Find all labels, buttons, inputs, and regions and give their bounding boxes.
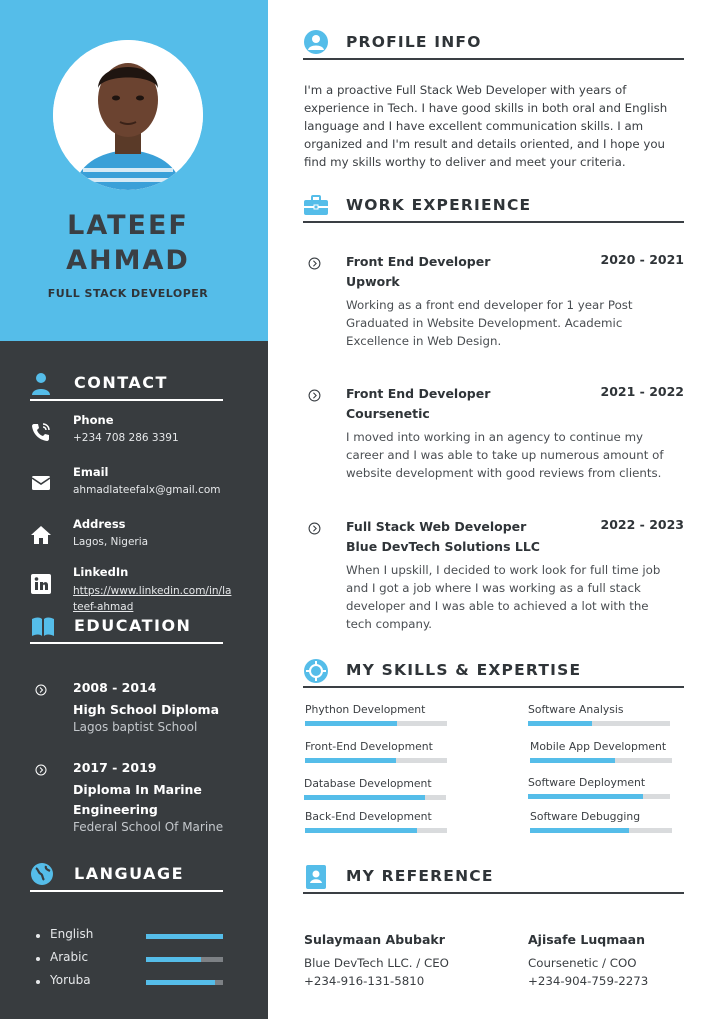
work-title: Front End Developer (346, 386, 491, 401)
linkedin-link[interactable]: https://www.linkedin.com/in/lateef-ahmad (73, 585, 232, 613)
circle-arrow-icon (35, 684, 47, 696)
reference-heading (303, 864, 684, 894)
education-heading-text: EDUCATION (74, 616, 192, 635)
skill-name: Database Development (304, 777, 432, 790)
skill-level-fill (304, 795, 425, 800)
first-name: LATEEF (67, 210, 189, 241)
user-icon (30, 371, 56, 397)
skill-level-fill (305, 758, 396, 763)
skill-level-bar (528, 794, 670, 799)
skill-item (528, 776, 673, 806)
skill-level-bar (305, 828, 447, 833)
skill-name: Software Debugging (530, 810, 641, 823)
skill-item (528, 703, 673, 733)
skills-heading-text: MY SKILLS & EXPERTISE (346, 661, 582, 679)
home-icon (30, 524, 52, 546)
reference-company: Coursenetic / COO (528, 956, 637, 970)
language-level-bar (146, 934, 223, 939)
reference-phone[interactable]: +234-904-759-2273 (528, 974, 649, 988)
education-degree: High School Diploma (73, 702, 220, 717)
contact-heading-text: CONTACT (74, 373, 168, 392)
skill-level-fill (530, 828, 629, 833)
contact-book-icon (303, 864, 329, 890)
work-heading (303, 193, 684, 223)
language-level-fill (146, 934, 223, 939)
job-role: FULL STACK DEVELOPER (47, 287, 209, 300)
language-name: English (50, 927, 94, 941)
circle-arrow-icon (308, 522, 321, 535)
circle-arrow-icon (35, 764, 47, 776)
circle-arrow-icon (308, 257, 321, 270)
last-name: AHMAD (66, 245, 190, 276)
contact-phone-label: Phone (73, 413, 114, 427)
skill-name: Phython Development (305, 703, 426, 716)
skill-item (305, 740, 450, 770)
skill-item (305, 810, 450, 840)
skill-level-fill (530, 758, 615, 763)
language-level-fill (146, 957, 201, 962)
contact-heading (30, 371, 223, 401)
skill-level-fill (528, 794, 643, 799)
language-item (36, 927, 236, 945)
language-name: Yoruba (50, 973, 91, 987)
skill-level-fill (305, 721, 397, 726)
skill-level-fill (528, 721, 592, 726)
book-icon (30, 614, 56, 640)
profile-heading (303, 30, 684, 60)
contact-email-label: Email (73, 465, 109, 479)
skill-item (305, 703, 450, 733)
circle-arrow-icon (308, 389, 321, 402)
skill-level-fill (305, 828, 417, 833)
work-years: 2020 - 2021 (600, 252, 684, 267)
reference-company: Blue DevTech LLC. / CEO (304, 956, 449, 970)
work-title: Front End Developer (346, 254, 491, 269)
skill-level-bar (528, 721, 670, 726)
skill-level-bar (530, 758, 672, 763)
avatar (53, 40, 203, 190)
skill-level-bar (304, 795, 446, 800)
work-description: I moved into working in an agency to continue my career and I was able to take up numerous amount of website development with good reviews from clients. (346, 430, 664, 480)
work-years: 2022 - 2023 (600, 517, 684, 532)
language-heading (30, 862, 223, 892)
education-school: Lagos baptist School (73, 720, 198, 734)
skill-name: Mobile App Development (530, 740, 667, 753)
skill-name: Software Analysis (528, 703, 624, 716)
profile-heading-text: PROFILE INFO (346, 33, 482, 51)
work-description: When I upskill, I decided to work look for full time job and I got a job where I was working as a full stack developer and I was able to achieved a lot with the tech company. (346, 563, 661, 631)
skill-item (530, 740, 675, 770)
user-circle-icon (303, 30, 329, 56)
education-heading (30, 614, 223, 644)
work-years: 2021 - 2022 (600, 384, 684, 399)
language-heading-text: LANGUAGE (74, 864, 185, 883)
language-level-fill (146, 980, 215, 985)
work-company: Upwork (346, 274, 400, 289)
work-company: Coursenetic (346, 406, 430, 421)
skill-name: Front-End Development (305, 740, 433, 753)
language-item (36, 973, 236, 991)
phone-icon (30, 421, 52, 443)
contact-address-value: Lagos, Nigeria (73, 536, 149, 548)
education-years: 2017 - 2019 (73, 760, 157, 775)
bullet-icon (36, 934, 40, 938)
work-description: Working as a front end developer for 1 year Post Graduated in Website Development. Academic Excellence in Web Design. (346, 298, 633, 348)
bullet-icon (36, 980, 40, 984)
language-item (36, 950, 236, 968)
contact-email-value[interactable]: ahmadlateefalx@gmail.com (73, 484, 221, 496)
work-title: Full Stack Web Developer (346, 519, 527, 534)
education-degree: Diploma In Marine Engineering (73, 782, 202, 817)
email-icon (30, 471, 52, 493)
globe-icon (30, 862, 56, 888)
bullet-icon (36, 957, 40, 961)
contact-phone-value[interactable]: +234 708 286 3391 (73, 432, 179, 444)
skills-icon (303, 658, 329, 684)
skill-level-bar (305, 721, 447, 726)
skill-level-bar (305, 758, 447, 763)
reference-heading-text: MY REFERENCE (346, 867, 494, 885)
skill-name: Back-End Development (305, 810, 432, 823)
reference-name: Sulaymaan Abubakr (304, 932, 445, 947)
briefcase-icon (303, 193, 329, 219)
language-name: Arabic (50, 950, 89, 964)
education-school: Federal School Of Marine (73, 820, 224, 834)
skill-item (530, 810, 675, 840)
work-company: Blue DevTech Solutions LLC (346, 539, 540, 554)
skill-item (304, 777, 449, 807)
skill-name: Software Deployment (528, 776, 646, 789)
contact-linkedin-label: LinkedIn (73, 565, 129, 579)
linkedin-icon (30, 573, 52, 595)
skills-heading (303, 658, 684, 688)
work-heading-text: WORK EXPERIENCE (346, 196, 532, 214)
reference-phone[interactable]: +234-916-131-5810 (304, 974, 425, 988)
contact-address-label: Address (73, 517, 126, 531)
language-level-bar (146, 980, 223, 985)
reference-name: Ajisafe Luqmaan (528, 932, 645, 947)
language-level-bar (146, 957, 223, 962)
education-years: 2008 - 2014 (73, 680, 157, 695)
skill-level-bar (530, 828, 672, 833)
profile-text: I'm a proactive Full Stack Web Developer with years of experience in Tech. I have good skills in both oral and English language and I have excellent communication skills. I am organized and I'm result and details oriented, and I hope you find my skills worthy to deliver and meet your criteria. (304, 83, 668, 169)
